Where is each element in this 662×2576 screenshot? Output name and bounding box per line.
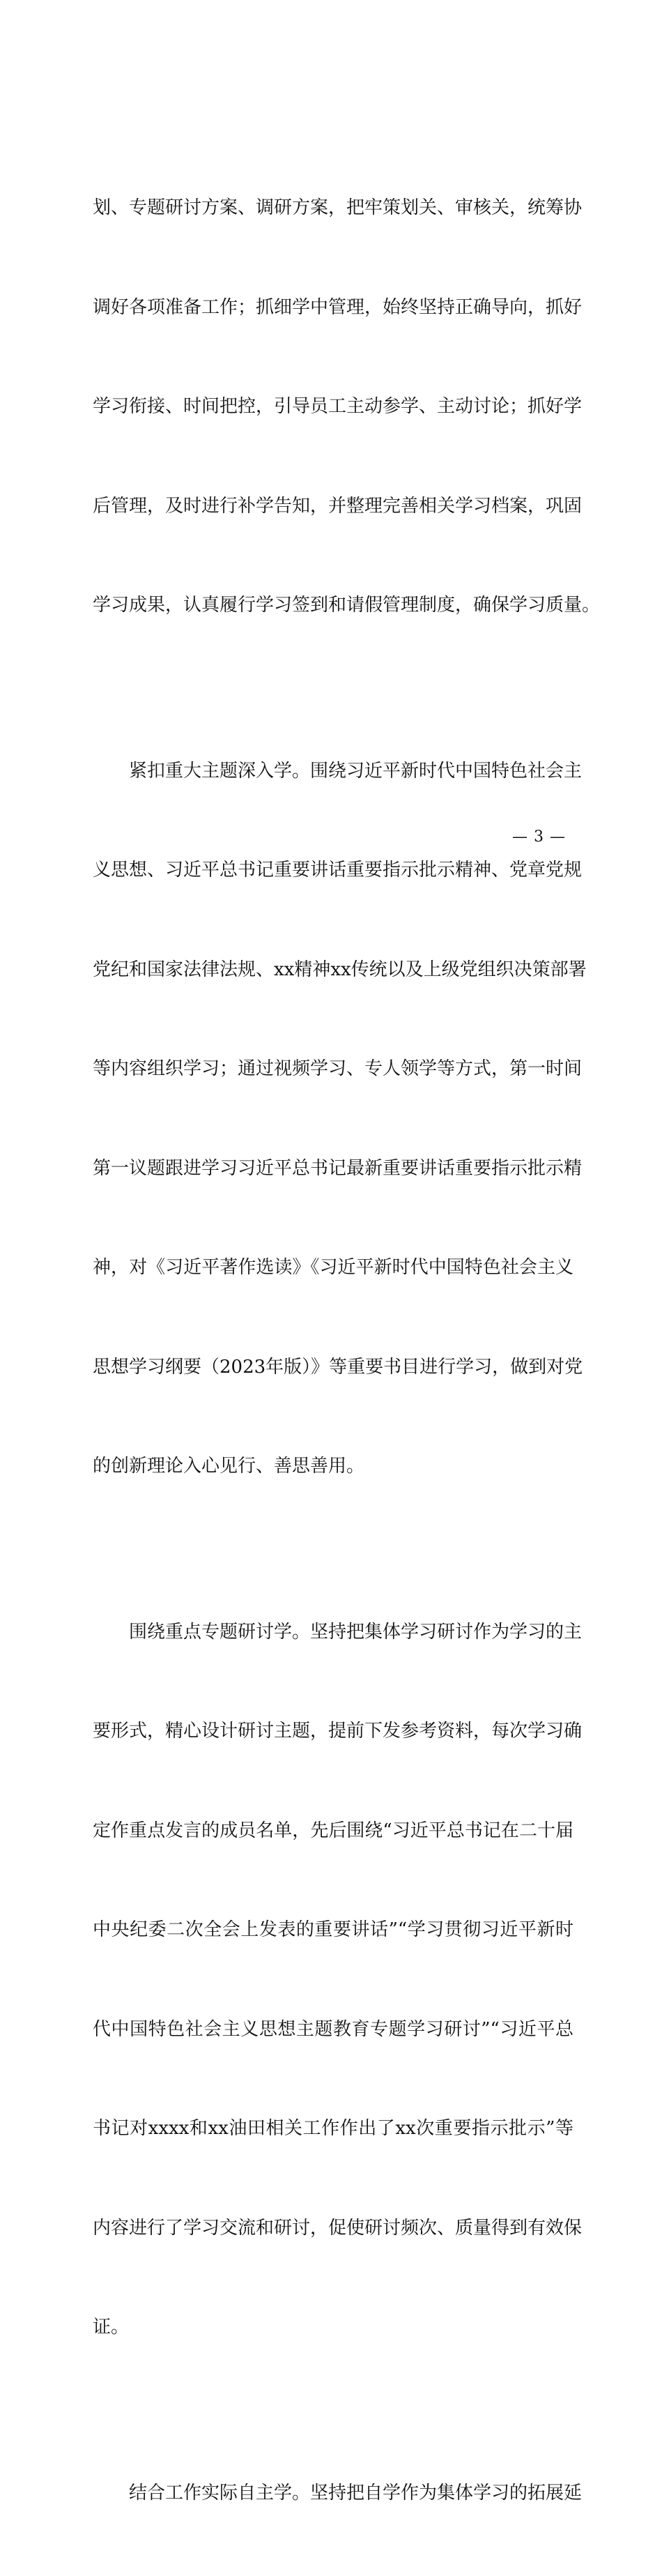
text-line: 的创新理论入心见行、善思善用。 bbox=[93, 1450, 574, 1484]
text-line: 学习成果，认真履行学习签到和请假管理制度，确保学习质量。 bbox=[93, 589, 574, 623]
page-number: — 3 — bbox=[512, 828, 566, 846]
text-line: 代中国特色社会主义思想主题教育专题学习研讨”“习近平总 bbox=[93, 2013, 574, 2047]
text-line: 第一议题跟进学习习近平总书记最新重要讲话重要指示批示精 bbox=[93, 1152, 574, 1186]
text-line: 中央纪委二次全会上发表的重要讲话”“学习贯彻习近平新时 bbox=[93, 1914, 574, 1947]
text-line: 学习衔接、时间把控，引导员工主动参学、主动讨论；抓好学 bbox=[93, 390, 574, 424]
text-line: 后管理，及时进行补学告知，并整理完善相关学习档案，巩固 bbox=[93, 490, 574, 524]
text-line: 证。 bbox=[93, 2311, 574, 2345]
text-line: 围绕重点专题研讨学。坚持把集体学习研讨作为学习的主 bbox=[93, 1616, 574, 1649]
text-line: 结合工作实际自主学。坚持把自学作为集体学习的拓展延 bbox=[93, 2477, 574, 2510]
paragraph-3 bbox=[93, 1550, 574, 2411]
text-line: 紧扣重大主题深入学。围绕习近平新时代中国特色社会主 bbox=[93, 755, 574, 788]
body-text bbox=[93, 125, 574, 2576]
paragraph-2 bbox=[93, 689, 574, 1550]
text-line: 等内容组织学习；通过视频学习、专人领学等方式，第一时间 bbox=[93, 1053, 574, 1086]
paragraph-1 bbox=[93, 125, 574, 689]
text-line: 神，对《习近平著作选读》《习近平新时代中国特色社会主义 bbox=[93, 1251, 574, 1285]
text-line: 书记对xxxx和xx油田相关工作作出了xx次重要指示批示”等 bbox=[93, 2112, 574, 2146]
text-line: 党纪和国家法律法规、xx精神xx传统以及上级党组织决策部署 bbox=[93, 954, 574, 987]
text-line: 要形式，精心设计研讨主题，提前下发参考资料，每次学习确 bbox=[93, 1715, 574, 1748]
paragraph-4 bbox=[93, 2411, 574, 2576]
text-line: 划、专题研讨方案、调研方案，把牢策划关、审核关，统筹协 bbox=[93, 192, 574, 225]
document-page bbox=[0, 0, 662, 937]
text-line: 调好各项准备工作；抓细学中管理，始终坚持正确导向，抓好 bbox=[93, 291, 574, 325]
text-line: 义思想、习近平总书记重要讲话重要指示批示精神、党章党规 bbox=[93, 854, 574, 887]
text-line: 思想学习纲要（2023年版）》等重要书目进行学习，做到对党 bbox=[93, 1351, 574, 1385]
text-line: 定作重点发言的成员名单，先后围绕“习近平总书记在二十届 bbox=[93, 1815, 574, 1848]
text-line: 内容进行了学习交流和研讨，促使研讨频次、质量得到有效保 bbox=[93, 2212, 574, 2246]
